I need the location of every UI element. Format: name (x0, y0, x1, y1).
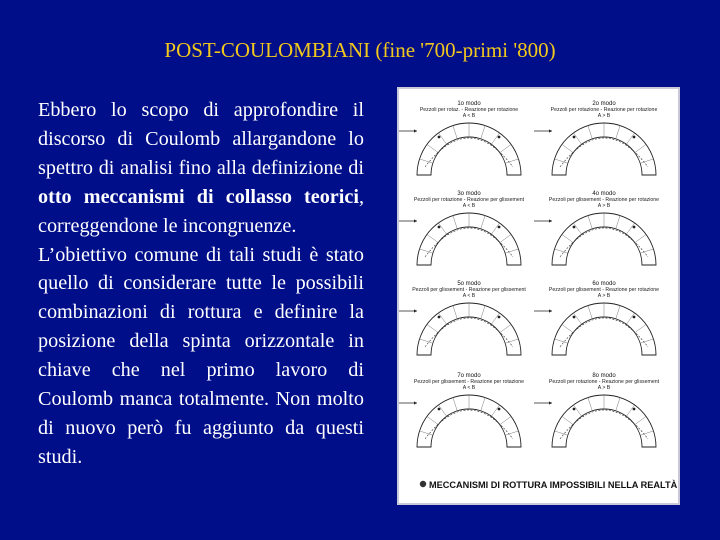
voussoir-joint (588, 398, 592, 411)
hinge-mark (498, 136, 501, 139)
voussoir-joint (573, 405, 581, 416)
paragraph-1-bold: otto meccanismi di collasso teorici (38, 185, 359, 208)
voussoir-joint (438, 313, 446, 324)
thrust-arrow-head (414, 309, 417, 312)
paragraph-1 (38, 96, 364, 241)
thrust-arrow-head (549, 129, 552, 132)
mode-diagram (534, 191, 659, 265)
mode-condition: A > B (597, 113, 611, 119)
hinge-mark (438, 316, 441, 319)
voussoir-joint (562, 416, 573, 424)
paragraph-1-text-b: , correggendone le incongruenze. (38, 185, 364, 237)
voussoir-joint (562, 324, 573, 332)
rupture-line (425, 318, 513, 347)
mode-description: Pezzoli per rotazione - Reazione per glissement (548, 379, 660, 385)
mode-title: 4o modo (592, 191, 616, 197)
hinge-mark (573, 136, 576, 139)
mode-description: Pezzoli per glissement - Reazione per rotazione (548, 287, 660, 293)
voussoir-joint (427, 416, 438, 424)
voussoir-joint (438, 405, 446, 416)
voussoir-joint (616, 126, 620, 139)
voussoir-joint (420, 431, 433, 435)
mode-condition: A < B (462, 293, 476, 299)
voussoir-joint (453, 216, 457, 229)
voussoir-joint (491, 313, 499, 324)
hinge-mark (573, 408, 576, 411)
rupture-line (560, 318, 648, 347)
rupture-line (560, 410, 648, 439)
voussoir-joint (616, 216, 620, 229)
hinge-mark (498, 226, 501, 229)
voussoir-joint (500, 324, 511, 332)
caption-group (420, 479, 678, 490)
thrust-arrow-head (414, 219, 417, 222)
rupture-line (425, 138, 513, 167)
mode-diagram (399, 373, 524, 447)
voussoir-joint (626, 223, 634, 234)
voussoir-joint (588, 306, 592, 319)
voussoir-joint (626, 313, 634, 324)
mode-description: Pezzoli per glissement - Reazione per rotazione (413, 379, 525, 385)
hinge-mark (438, 136, 441, 139)
voussoir-joint (453, 398, 457, 411)
mode-diagram (399, 191, 525, 265)
voussoir-joint (573, 133, 581, 144)
rupture-line (560, 138, 648, 167)
arch-diagrams-svg (399, 89, 678, 503)
hinge-mark (573, 316, 576, 319)
collapse-mechanisms-figure (397, 87, 680, 505)
voussoir-joint (481, 306, 485, 319)
hinge-mark (633, 136, 636, 139)
rupture-line (425, 410, 513, 439)
voussoir-joint (491, 133, 499, 144)
voussoir-joint (427, 234, 438, 242)
mode-condition: A > B (597, 203, 611, 209)
hinge-mark (498, 408, 501, 411)
voussoir-joint (573, 223, 581, 234)
voussoir-joint (481, 126, 485, 139)
voussoir-joint (453, 126, 457, 139)
thrust-arrow-head (414, 129, 417, 132)
mode-title: 1o modo (457, 101, 481, 107)
voussoir-joint (635, 144, 646, 152)
voussoir-joint (481, 216, 485, 229)
voussoir-joint (635, 234, 646, 242)
hinge-mark (438, 408, 441, 411)
mode-description: Pezzoli per rotazione - Reazione per rotazione (550, 107, 658, 113)
voussoir-joint (427, 144, 438, 152)
voussoir-joint (588, 126, 592, 139)
voussoir-joint (438, 223, 446, 234)
mode-description: Pezzoli per glissement - Reazione per glissement (412, 287, 526, 293)
mode-diagram (534, 101, 657, 175)
thrust-arrow-head (414, 401, 417, 404)
voussoir-joint (438, 133, 446, 144)
figure-caption: MECCANISMI DI ROTTURA IMPOSSIBILI NELLA REALTÀ (429, 480, 678, 490)
mode-diagram (399, 101, 521, 175)
voussoir-joint (555, 431, 568, 435)
hinge-mark (633, 408, 636, 411)
voussoir-joint (491, 223, 499, 234)
voussoir-joint (555, 339, 568, 343)
voussoir-joint (420, 339, 433, 343)
mode-title: 2o modo (592, 101, 616, 107)
voussoir-joint (555, 249, 568, 253)
voussoir-joint (626, 133, 634, 144)
mode-condition: A < B (462, 203, 476, 209)
hinge-mark (633, 316, 636, 319)
voussoir-joint (616, 306, 620, 319)
voussoir-joint (427, 324, 438, 332)
mode-title: 5o modo (457, 281, 481, 287)
voussoir-joint (573, 313, 581, 324)
rupture-line (560, 228, 648, 257)
voussoir-joint (491, 405, 499, 416)
voussoir-joint (616, 398, 620, 411)
mode-diagram (534, 373, 660, 447)
mode-title: 3o modo (457, 191, 481, 197)
mode-condition: A < B (462, 385, 476, 391)
voussoir-joint (500, 144, 511, 152)
mode-diagram (534, 281, 659, 355)
thrust-arrow-head (549, 401, 552, 404)
voussoir-joint (420, 159, 433, 163)
voussoir-joint (626, 405, 634, 416)
mode-title: 8o modo (592, 373, 616, 379)
voussoir-joint (588, 216, 592, 229)
voussoir-joint (562, 234, 573, 242)
voussoir-joint (635, 324, 646, 332)
rupture-line (425, 228, 513, 257)
mode-condition: A > B (597, 293, 611, 299)
voussoir-joint (562, 144, 573, 152)
hinge-mark (573, 226, 576, 229)
paragraph-1-text-a: Ebbero lo scopo di approfondire il discorso di Coulomb allargandone lo spettro di analisi fino alla definizione di (38, 99, 364, 179)
mode-title: 7o modo (457, 373, 481, 379)
hinge-mark (498, 316, 501, 319)
hinge-mark (438, 226, 441, 229)
mode-diagram (399, 281, 526, 355)
voussoir-joint (635, 416, 646, 424)
body-text (38, 96, 364, 472)
mode-description: Pezzoli per glissement - Reazione per rotazione (548, 197, 660, 203)
thrust-arrow-head (549, 219, 552, 222)
voussoir-joint (500, 416, 511, 424)
mode-description: Pezzoli per rotazione - Reazione per glissement (413, 197, 525, 203)
paragraph-2: L’obiettivo comune di tali studi è stato quello di considerare tutte le possibili combinazioni di rottura e definire la posizione della spinta orizzontale in chiave che nel primo lavoro di Coulomb manca totalmente. Non molto di nuovo però fu aggiunto da questi studi. (38, 243, 364, 468)
voussoir-joint (453, 306, 457, 319)
thrust-arrow-head (549, 309, 552, 312)
voussoir-joint (481, 398, 485, 411)
voussoir-joint (555, 159, 568, 163)
slide-title: POST-COULOMBIANI (fine '700-primi '800) (164, 38, 556, 62)
mode-title: 6o modo (592, 281, 616, 287)
bullet-icon (420, 481, 426, 487)
mode-description: Pezzoli per rotaz. - Reazione per rotazione (419, 107, 519, 113)
mode-condition: A < B (462, 113, 476, 119)
hinge-mark (633, 226, 636, 229)
voussoir-joint (500, 234, 511, 242)
voussoir-joint (420, 249, 433, 253)
mode-condition: A > B (597, 385, 611, 391)
